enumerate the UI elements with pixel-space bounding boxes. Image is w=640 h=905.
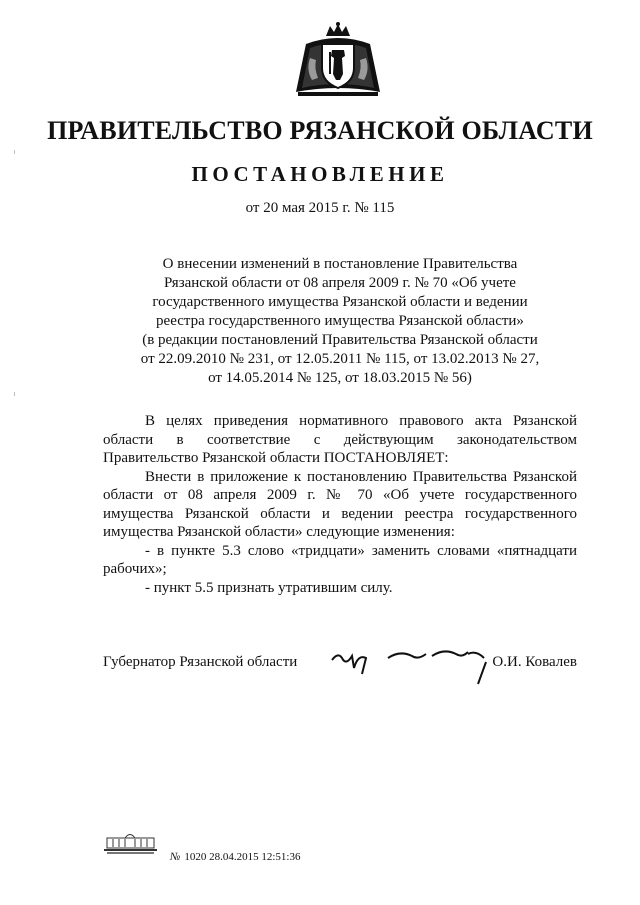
government-title: ПРАВИТЕЛЬСТВО РЯЗАНСКОЙ ОБЛАСТИ	[47, 116, 593, 145]
heading-line: государственного имущества Рязанской области и ведении	[152, 294, 528, 310]
decree-date: от 20 мая 2015 г. № 115	[245, 200, 395, 216]
body-paragraph: - пункт 5.5 признать утратившим силу.	[145, 579, 393, 596]
document-type: ПОСТАНОВЛЕНИЕ	[191, 162, 449, 186]
heading-line: Рязанской области от 08 апреля 2009 г. № 70 «Об учете	[164, 275, 516, 291]
signer-name: О.И. Ковалев	[492, 654, 577, 670]
building-stamp-icon	[103, 830, 158, 856]
heading-line: (в редакции постановлений Правительства Рязанской области	[142, 332, 538, 348]
margin-mark	[14, 392, 15, 396]
body-paragraph: Внести в приложение к постановлению Правительства Рязанской области от 08 апреля 2009 г. № 70 «Об учете государственного имущества Рязанской области и ведении реестра государственного имущества Рязанской области» следующие изменения:	[103, 468, 577, 540]
body-paragraph: - в пункте 5.3 слово «тридцати» заменить словами «пятнадцати рабочих»;	[103, 542, 577, 577]
coat-of-arms-icon	[288, 22, 388, 100]
heading-line: от 14.05.2014 № 125, от 18.03.2015 № 56)	[208, 370, 472, 386]
decree-heading	[110, 255, 570, 388]
decree-body	[103, 412, 577, 597]
signer-position: Губернатор Рязанской области	[103, 654, 298, 670]
number-sign-icon: №	[170, 851, 181, 863]
heading-line: реестра государственного имущества Рязанской области»	[156, 313, 524, 329]
registration-text: 1020 28.04.2015 12:51:36	[184, 851, 301, 863]
registration-mark	[170, 851, 301, 863]
handwritten-signature	[328, 644, 498, 689]
heading-line: О внесении изменений в постановление Правительства	[162, 256, 518, 272]
margin-mark	[14, 150, 15, 154]
body-paragraph: В целях приведения нормативного правового акта Рязанской области в соответствие с действующим законодательством Правительство Рязанской области ПОСТАНОВЛЯЕТ:	[103, 413, 577, 466]
heading-line: от 22.09.2010 № 231, от 12.05.2011 № 115, от 13.02.2013 № 27,	[140, 351, 540, 367]
